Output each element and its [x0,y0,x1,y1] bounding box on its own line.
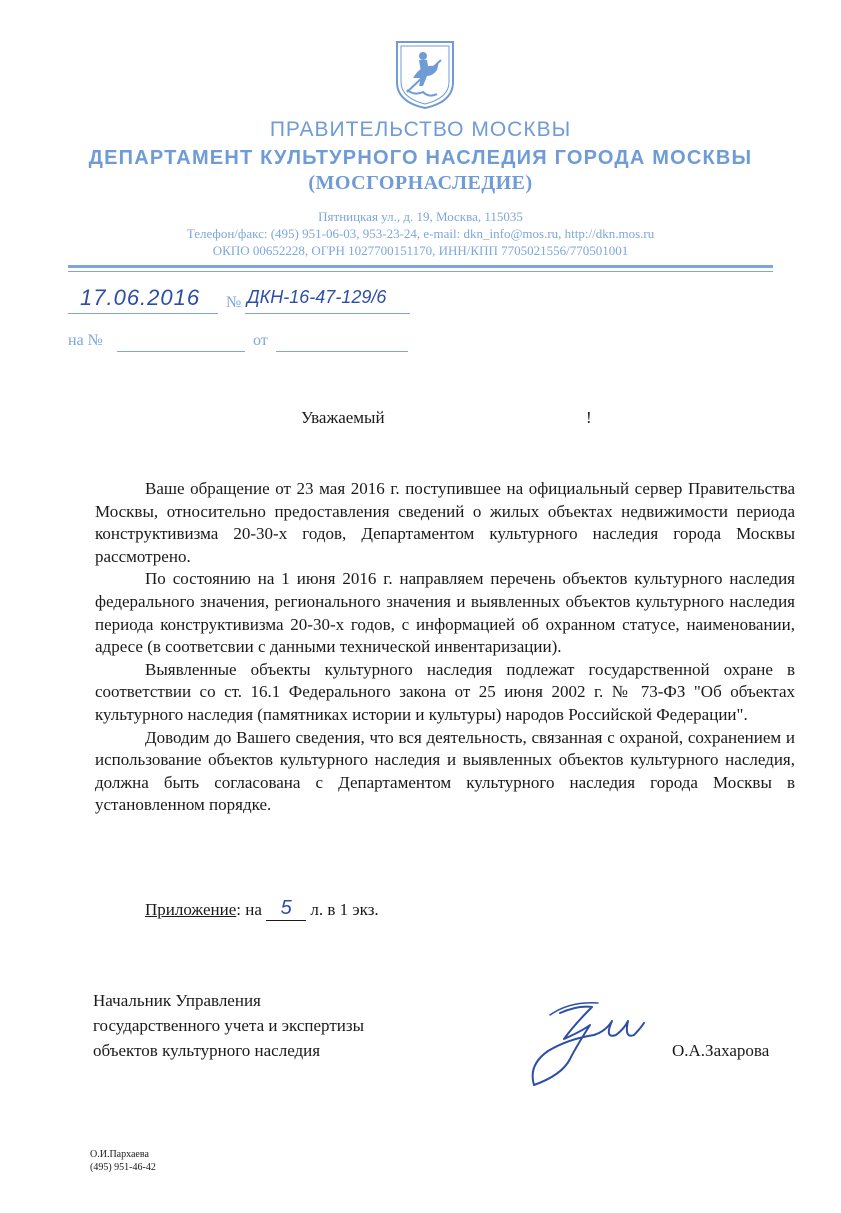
letter-body [95,478,795,817]
letterhead-rule-thin [68,271,773,272]
reply-to-underline [117,351,245,352]
registration-number-label: № [226,294,242,311]
appendix-on: : на [236,900,262,919]
signatory-name: О.А.Захарова [672,1041,770,1060]
paragraph: Доводим до Вашего сведения, что вся деятельность, связанная с охраной, сохранением и использование объектов культурного наследия и выявленных объектов культурного наследия, должна быть согласована с Департаментом культурного наследия города Москвы в установленном порядке. [95,727,795,815]
date-underline [68,313,218,314]
appendix-pages-field [266,897,306,921]
letterhead-rule [68,265,773,268]
executor-phone: (495) 951-46-42 [90,1162,156,1173]
appendix-label: Приложение [145,900,237,919]
executor-name: О.И.Пархаева [90,1149,149,1160]
org-title-short: (МОСГОРНАСЛЕДИЕ) [308,172,533,194]
signatory-title-line: государственного учета и экспертизы [93,1016,364,1035]
org-title-government: ПРАВИТЕЛЬСТВО МОСКВЫ [269,118,572,141]
appendix-rest: л. в 1 экз. [310,900,379,919]
signatory-title-line: Начальник Управления [93,991,261,1010]
paragraph: Выявленные объекты культурного наследия подлежат государственной охране в соответствии со ст. 16.1 Федерального закона от 25 июня 2002 г. № 73-ФЗ "Об объектах культурного наследия (памятниках истории и культуры) народов Российской Федерации". [95,659,795,724]
registration-date: 17.06.2016 [80,285,201,310]
registration-number: ДКН-16-47-129/6 [247,287,387,307]
paragraph: По состоянию на 1 июня 2016 г. направляем перечень объектов культурного наследия федерального значения, регионального значения и выявленных объектов культурного наследия периода конструктивизма 20-30-х годов, с информацией об охранном статусе, наименовании, адресе (в соответсвии с данными технической инвентаризации). [95,569,795,657]
moscow-coat-of-arms-icon [393,38,457,110]
greeting: Уважаемый [301,408,385,427]
signatory-title-line: объектов культурного наследия [93,1041,321,1060]
reply-from-label: от [253,332,268,349]
org-address: Пятницкая ул., д. 19, Москва, 115035 [318,209,523,224]
org-codes: ОКПО 00652228, ОГРН 1027700151170, ИНН/КПП 7705021556/770501001 [212,243,629,258]
greeting-exclamation: ! [586,408,592,427]
executor-info [90,1148,156,1174]
handwritten-signature-icon [520,995,650,1090]
appendix-pages: 5 [280,897,292,919]
org-contacts: Телефон/факс: (495) 951-06-03, 953-23-24, e-mail: dkn_info@mos.ru, http://dkn.mos.ru [186,226,655,241]
number-underline [245,313,410,314]
signatory-title [93,988,364,1063]
appendix-line [145,898,379,922]
reply-from-underline [276,351,408,352]
org-title-department: ДЕПАРТАМЕНТ КУЛЬТУРНОГО НАСЛЕДИЯ ГОРОДА МОСКВЫ [88,147,753,169]
reply-to-label: на № [68,332,103,349]
paragraph: Ваше обращение от 23 мая 2016 г. поступившее на официальный сервер Правительства Москвы, относительно предоставления сведений о жилых объектах недвижимости периода конструктивизма 20-30-х годов, Департаментом культурного наследия города Москвы рассмотрено. [95,479,795,566]
